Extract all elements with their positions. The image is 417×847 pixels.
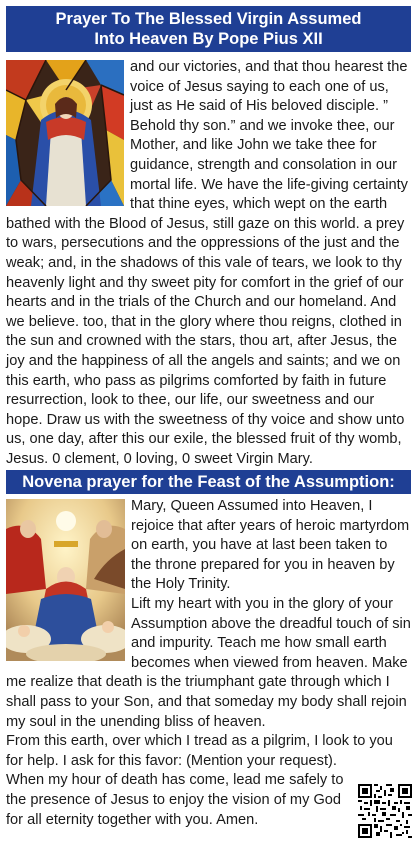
novena-paragraph-1: Mary, Queen Assumed into Heaven, I rejoice that after years of heroic martyrdom on earth, you have at last been taken to the throne prepared for you in heaven by the Holy Trinity. xyxy=(131,498,410,593)
prayer-body-text: and our victories, and that thou hearest the voice of Jesus saying to each one of us, just as He said of His beloved disciple. ” Behold thy son.” and we invoke thee, our Mother, and like John we take thee for guidance, strength and consolation in our mortal life. We have the life-giving certainty that thine eyes, which wept on the earth bathed with the Blood of Jesus, still gaze on this world. a prey to wars, persecutions and the oppressions of the just and the weak; and, in the shadows of this vale of tears, we look to thy heavenly light and thy sweet pity for comfort in the grief of our hearts and in the trials of the Church and our homeland. And we believe. too, that in the glory where thou reigns, clothed in the sun and crowned with the stars, thou art, after Jesus, the joy and the happiness of all the angels and saints; and we on this earth, who pass as pilgrims comforted by faith in future resurrection, look to thee, our life, our sweetness and our hope. Draw us with the sweetness of thy voice and show unto us, one day, after this our exile, the blessed fruit of thy womb, Jesus. 0 clement, 0 loving, 0 sweet Virgin Mary. xyxy=(6,59,408,467)
qr-code-icon xyxy=(358,784,412,838)
coronation-painting-image xyxy=(6,499,125,661)
novena-paragraph-2: Lift my heart with you in the glory of your Assumption above the dreadful touch of sin and impurity. Teach me how small earth becomes when viewed from heaven. Make me realize that death is the triumphant gate through which I shall pass to your Son, and that someday my body shall rejoin my soul in the unending bliss of heaven. xyxy=(6,595,411,730)
stained-glass-madonna-image xyxy=(6,60,124,206)
prayer-section xyxy=(6,58,411,469)
novena-paragraph-4: When my hour of death has come, lead me safely to the presence of Jesus to enjoy the vision of my God for all eternity together with you. Amen. xyxy=(6,772,344,828)
novena-title: Novena prayer for the Feast of the Assumption: xyxy=(22,473,395,491)
prayer-title-line1: Prayer To The Blessed Virgin Assumed xyxy=(55,10,362,28)
novena-paragraph-3: From this earth, over which I tread as a pilgrim, I look to you for help. I ask for this favor: (Mention your request). xyxy=(6,733,393,769)
novena-section xyxy=(6,497,411,830)
prayer-title-banner xyxy=(6,6,411,52)
novena-title-banner xyxy=(6,470,411,494)
prayer-title-line2: Into Heaven By Pope Pius XII xyxy=(94,30,323,48)
